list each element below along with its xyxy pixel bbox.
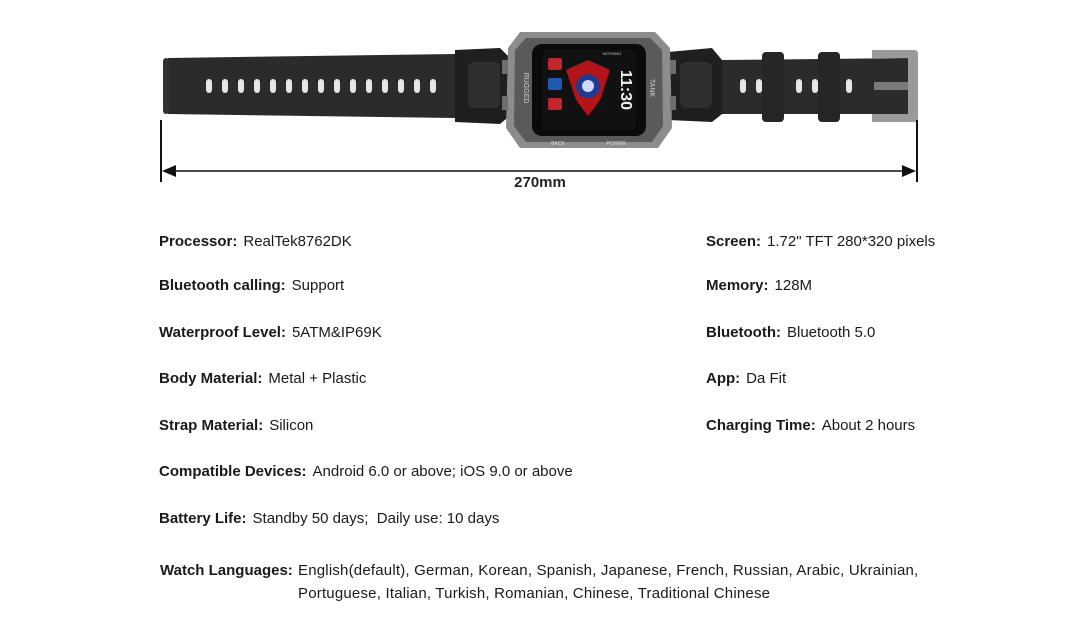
spec-strap-material <box>159 417 313 435</box>
spec-key: Body Material: <box>159 370 263 387</box>
bottom-left-text: BACK <box>551 141 565 147</box>
watch-screen-time: 11:30 <box>617 69 634 111</box>
spec-value: About 2 hours <box>821 417 916 434</box>
spec-battery-life <box>159 510 499 528</box>
spec-value: 128M <box>774 277 813 294</box>
watch-top-text: NOTHING <box>602 51 622 56</box>
bezel-right-text: TANK <box>648 78 655 98</box>
spec-key: App: <box>706 370 741 387</box>
spec-value: English(default), German, Korean, Spanish, Japanese, French, Russian, Arabic, Ukrainian, Portuguese, Italian, Turkish, Romanian, Chinese, Traditional Chinese <box>298 562 919 602</box>
spec-value: Da Fit <box>746 370 787 387</box>
spec-value: 5ATM&IP69K <box>291 324 382 341</box>
bottom-right-text: POWER <box>606 141 626 147</box>
right-strap <box>668 48 918 122</box>
spec-value: 1.72" TFT 280*320 pixels <box>767 233 936 250</box>
spec-value: Metal + Plastic <box>268 370 367 387</box>
spec-compatible-devices <box>159 463 573 481</box>
spec-value: Support <box>291 277 345 294</box>
spec-app <box>706 370 786 388</box>
watch-case <box>502 32 676 148</box>
spec-key: Compatible Devices: <box>159 463 307 480</box>
spec-key: Screen: <box>706 233 762 250</box>
spec-screen <box>706 233 935 251</box>
spec-value: Silicon <box>269 417 314 434</box>
bezel-left-text: RUGGED <box>522 72 529 104</box>
spec-value: Bluetooth 5.0 <box>786 324 876 341</box>
spec-value: Standby 50 days; Daily use: 10 days <box>252 510 500 527</box>
spec-value: RealTek8762DK <box>243 233 352 250</box>
spec-memory <box>706 277 812 295</box>
spec-key: Waterproof Level: <box>159 324 286 341</box>
spec-bluetooth-calling <box>159 277 344 295</box>
watch-illustration <box>0 0 1080 200</box>
spec-body-material <box>159 370 366 388</box>
spec-key: Battery Life: <box>159 510 247 527</box>
spec-key: Charging Time: <box>706 417 816 434</box>
spec-key: Bluetooth: <box>706 324 781 341</box>
spec-value: Android 6.0 or above; iOS 9.0 or above <box>312 463 573 480</box>
spec-waterproof-level <box>159 324 382 342</box>
left-strap <box>163 48 512 124</box>
spec-key: Bluetooth calling: <box>159 277 286 294</box>
spec-bluetooth <box>706 324 875 342</box>
spec-key: Watch Languages: <box>160 562 293 579</box>
spec-key: Processor: <box>159 233 238 250</box>
spec-key: Strap Material: <box>159 417 264 434</box>
spec-key: Memory: <box>706 277 769 294</box>
spec-charging-time <box>706 417 915 435</box>
spec-processor <box>159 233 352 251</box>
dimension-label: 270mm <box>514 174 566 191</box>
